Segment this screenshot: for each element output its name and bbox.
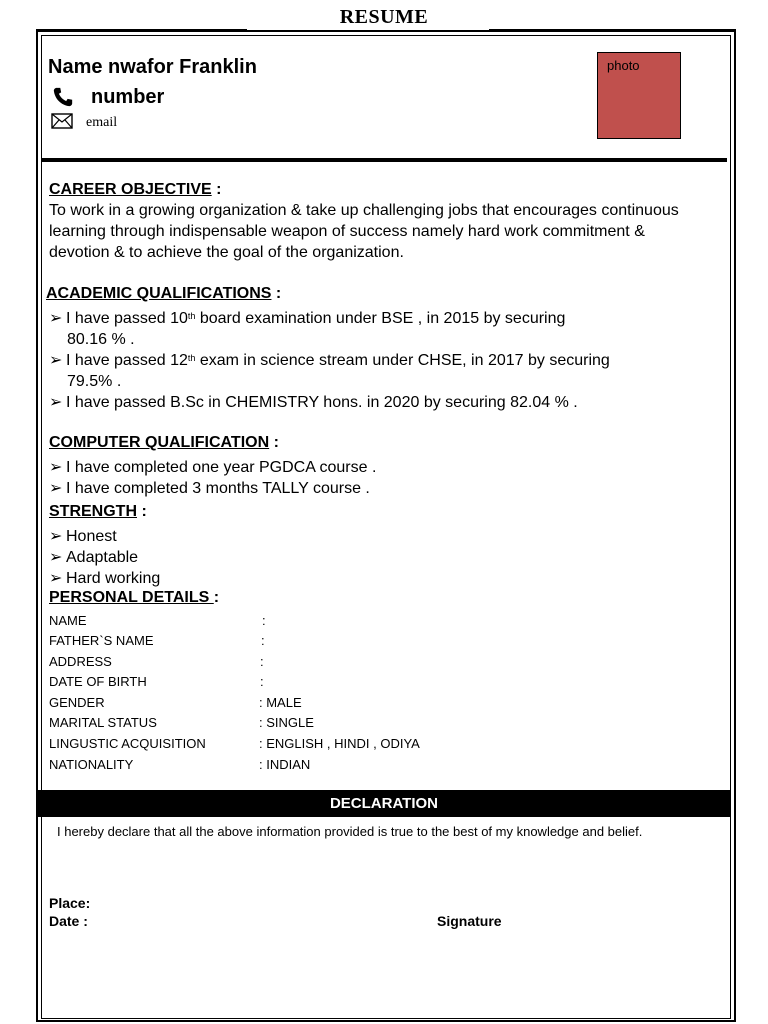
arrow-bullet-icon: ➢ bbox=[49, 570, 63, 587]
list-item: ➢ I have completed 3 months TALLY course . bbox=[49, 480, 370, 497]
list-item-continuation: 79.5% . bbox=[67, 373, 122, 390]
list-item-continuation: 80.16 % . bbox=[67, 331, 135, 348]
detail-value: : bbox=[260, 674, 264, 689]
detail-value: : bbox=[262, 613, 266, 628]
email: email bbox=[86, 115, 118, 130]
arrow-bullet-icon: ➢ bbox=[49, 480, 63, 497]
list-item: ➢ Honest bbox=[49, 528, 117, 545]
academic-heading: ACADEMIC QUALIFICATIONS : bbox=[46, 285, 282, 302]
arrow-bullet-icon: ➢ bbox=[49, 394, 63, 411]
envelope-icon bbox=[51, 113, 73, 134]
photo-placeholder bbox=[597, 52, 681, 139]
arrow-bullet-icon: ➢ bbox=[49, 459, 63, 476]
list-item: ➢ Adaptable bbox=[49, 549, 139, 566]
date-label: Date : bbox=[49, 913, 88, 929]
list-item: ➢ I have passed 12th exam in science stream under CHSE, in 2017 by securing bbox=[49, 352, 610, 369]
candidate-name: Name nwafor Franklin bbox=[48, 56, 257, 78]
detail-label: ADDRESS bbox=[49, 654, 112, 669]
arrow-bullet-icon: ➢ bbox=[49, 352, 63, 369]
header-divider bbox=[41, 158, 727, 162]
strength-heading: STRENGTH : bbox=[49, 503, 147, 520]
phone-number: number bbox=[91, 86, 165, 108]
detail-label: MARITAL STATUS bbox=[49, 715, 157, 730]
detail-value: : ENGLISH , HINDI , ODIYA bbox=[259, 736, 420, 751]
detail-label: LINGUSTIC ACQUISITION bbox=[49, 736, 206, 751]
signature-label: Signature bbox=[437, 913, 502, 929]
career-objective-text: To work in a growing organization & take up challenging jobs that encourages continuous learning through indispensable weapon of success namely hard work commitment & devotion & to achieve the goal of the organization. bbox=[49, 202, 679, 261]
detail-value: : bbox=[260, 654, 264, 669]
list-item: ➢ I have completed one year PGDCA course . bbox=[49, 459, 377, 476]
detail-value: : SINGLE bbox=[259, 715, 314, 730]
arrow-bullet-icon: ➢ bbox=[49, 310, 63, 327]
personal-details-heading: PERSONAL DETAILS : bbox=[49, 589, 220, 606]
computer-heading: COMPUTER QUALIFICATION : bbox=[49, 434, 279, 451]
arrow-bullet-icon: ➢ bbox=[49, 549, 63, 566]
list-item: ➢ Hard working bbox=[49, 570, 161, 587]
detail-label: DATE OF BIRTH bbox=[49, 674, 147, 689]
detail-value: : bbox=[261, 633, 265, 648]
phone-icon bbox=[52, 86, 74, 112]
arrow-bullet-icon: ➢ bbox=[49, 528, 63, 545]
detail-label: NATIONALITY bbox=[49, 757, 134, 772]
career-objective-heading: CAREER OBJECTIVE : bbox=[49, 181, 222, 198]
detail-label: NAME bbox=[49, 613, 87, 628]
list-item: ➢ I have passed B.Sc in CHEMISTRY hons. in 2020 by securing 82.04 % . bbox=[49, 394, 578, 411]
declaration-text: I hereby declare that all the above information provided is true to the best of my knowledge and belief. bbox=[57, 824, 643, 839]
detail-label: GENDER bbox=[49, 695, 105, 710]
page-title: RESUME bbox=[339, 6, 429, 28]
place-label: Place: bbox=[49, 895, 91, 911]
detail-label: FATHER`S NAME bbox=[49, 633, 154, 648]
detail-value: : INDIAN bbox=[259, 757, 311, 772]
photo-label: photo bbox=[607, 58, 640, 73]
declaration-heading: DECLARATION bbox=[37, 790, 731, 817]
detail-value: : MALE bbox=[259, 695, 302, 710]
list-item: ➢ I have passed 10th board examination under BSE , in 2015 by securing bbox=[49, 310, 566, 327]
